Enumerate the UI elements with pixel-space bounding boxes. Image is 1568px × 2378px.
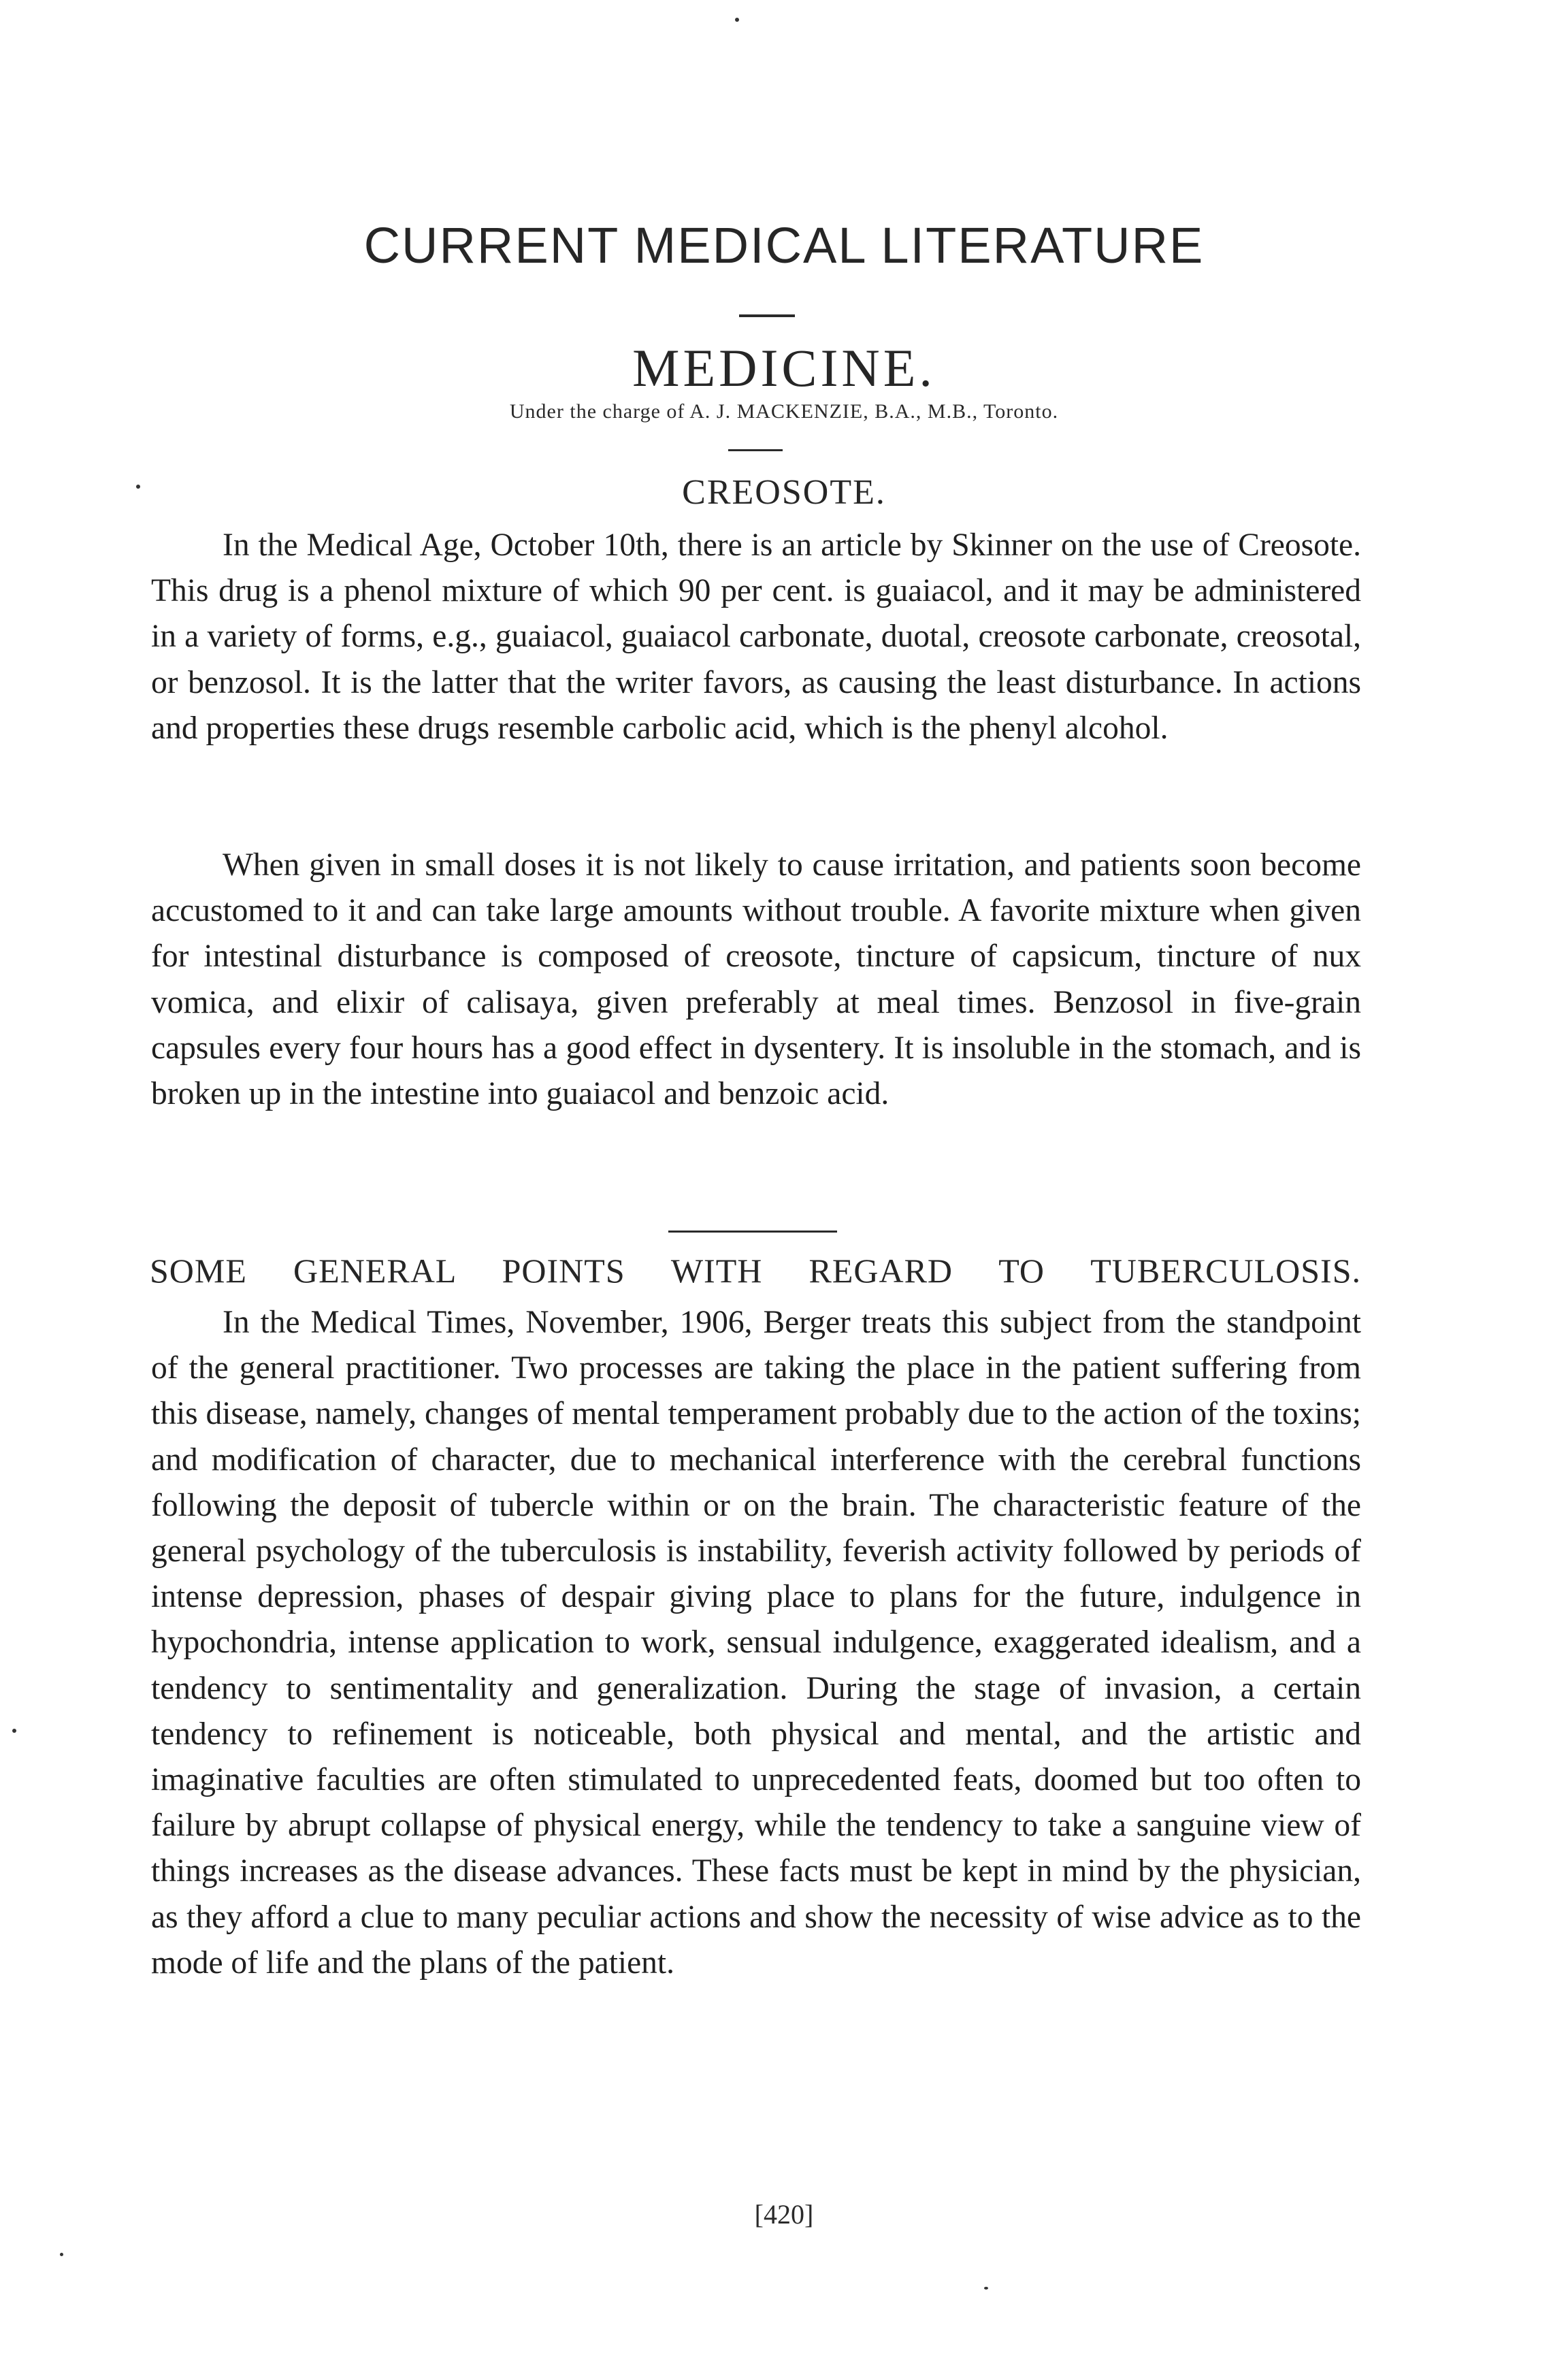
divider-rule <box>739 314 795 317</box>
article-paragraph: In the Medical Age, October 10th, there is an article by Skinner on the use of Creosote. This drug is a phenol mixture of which 90 per cent. is guaiacol, and it may be administered in a variety of forms, e.g., guaiacol, guaiacol carbonate, duotal, creosote carbonate, creosotal, or benzosol. It is the latter that the writer favors, as causing the least disturbance. In actions and properties these drugs resemble carbolic acid, which is the phenyl alcohol. <box>151 527 1361 746</box>
article-title-creosote: CREOSOTE. <box>682 473 886 512</box>
page-heading: CURRENT MEDICAL LITERATURE <box>363 217 1205 274</box>
section-editor: Under the charge of A. J. MACKENZIE, B.A., M.B., Toronto. <box>509 400 1059 423</box>
print-speck <box>60 2253 63 2256</box>
divider-rule <box>728 449 783 451</box>
section-title: MEDICINE. <box>632 338 936 397</box>
page-number: [420] <box>754 2199 814 2230</box>
article-title-tuberculosis: SOME GENERAL POINTS WITH REGARD TO TUBERCULOSIS. <box>150 1252 1361 1290</box>
divider-rule <box>668 1231 837 1233</box>
article-paragraph: When given in small doses it is not likely to cause irritation, and patients soon become accustomed to it and can take large amounts without trouble. A favorite mixture when given for intestinal disturbance is composed of creosote, tincture of capsicum, tincture of nux vomica, and elixir of calisaya, given preferably at meal times. Benzosol in five-grain capsules every four hours has a good effect in dysentery. It is insoluble in the stomach, and is broken up in the intestine into guaiacol and benzoic acid. <box>151 847 1361 1112</box>
print-speck <box>984 2287 988 2290</box>
print-speck <box>12 1729 16 1733</box>
article-paragraph: In the Medical Times, November, 1906, Berger treats this subject from the standpoint of the general practitioner. Two processes are taking the place in the patient suffering from this disease, namely, changes of mental temperament probably due to the action of the toxins; and modification of character, due to mechanical interference with the cerebral functions following the deposit of tubercle within or on the brain. The characteristic feature of the general psychology of the tuberculosis is instability, feverish activity followed by periods of intense depression, phases of despair giving place to plans for the future, indulgence in hypochondria, intense application to work, sensual indulgence, exaggerated idealism, and a tendency to sentimentality and generalization. During the stage of invasion, a certain tendency to refinement is noticeable, both physical and mental, and the artistic and imaginative faculties are often stimulated to unprecedented feats, doomed but too often to failure by abrupt collapse of physical energy, while the tendency to take a sanguine view of things increases as the disease advances. These facts must be kept in mind by the physician, as they afford a clue to many peculiar actions and show the necessity of wise advice as to the mode of life and the plans of the patient. <box>151 1305 1361 1981</box>
print-speck <box>136 485 140 489</box>
print-speck <box>735 18 739 22</box>
